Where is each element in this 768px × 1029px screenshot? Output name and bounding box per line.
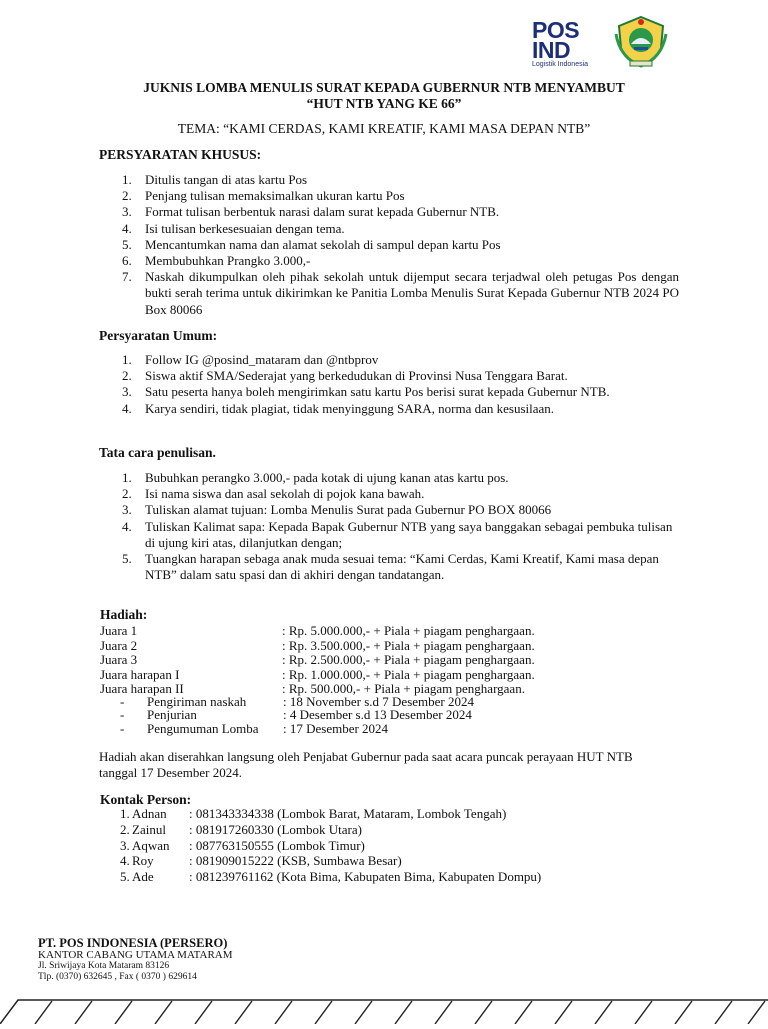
prize-row: Juara 1 : Rp. 5.000.000,- + Piala + piagam penghargaan.	[100, 623, 535, 638]
list-item: 3. Tuliskan alamat tujuan: Lomba Menulis Surat pada Gubernur PO BOX 80066	[122, 502, 552, 518]
prize-row: Juara harapan I : Rp. 1.000.000,- + Piala + piagam penghargaan.	[100, 666, 535, 682]
contact-row: 1. Adnan : 081343334338 (Lombok Barat, Mataram, Lombok Tengah)	[120, 806, 507, 821]
footer-stripe-decoration	[0, 996, 768, 1024]
footer-office: KANTOR CABANG UTAMA MATARAM	[38, 949, 233, 961]
footer-phone: Tlp. (0370) 632645 , Fax ( 0370 ) 629614	[38, 972, 197, 982]
footer-company: PT. POS INDONESIA (PERSERO)	[38, 936, 228, 950]
list-item: 3. Satu peserta hanya boleh mengirimkan satu kartu Pos berisi surat kepada Gubernur NTB.	[122, 384, 610, 400]
list-item: 6. Membubuhkan Prangko 3.000,-	[122, 253, 311, 269]
list-item: 2. Siswa aktif SMA/Sederajat yang berkedudukan di Provinsi Nusa Tenggara Barat.	[122, 368, 568, 384]
prize-note: Hadiah akan diserahkan langsung oleh Penjabat Gubernur pada saat acara puncak perayaan HUT NTB tanggal 17 Desember 2024.	[99, 749, 633, 780]
footer-street: Jl. Sriwijaya Kota Mataram 83126	[38, 961, 170, 971]
title-line-1: JUKNIS LOMBA MENULIS SURAT KEPADA GUBERNUR NTB MENYAMBUT	[143, 80, 625, 95]
list-item: 3. Format tulisan berbentuk narasi dalam surat kepada Gubernur NTB.	[122, 204, 500, 220]
list-item: 5. Tuangkan harapan sebaga anak muda sesuai tema: “Kami Cerdas, Kami Kreatif, Kami masa depan NTB” dalam satu spasi dan di akhiri dengan tandatangan.	[122, 551, 659, 583]
list-item: 1. Bubuhkan perangko 3.000,- pada kotak di ujung kanan atas kartu pos.	[122, 470, 509, 485]
logo-pos-text: POS	[532, 17, 580, 43]
list-item: 2. Isi nama siswa dan asal sekolah di pojok kana bawah.	[122, 486, 425, 502]
list-item: 4. Karya sendiri, tidak plagiat, tidak menyinggung SARA, norma dan kesusilaan.	[122, 400, 555, 416]
prize-row: Juara harapan II : Rp. 500.000,- + Piala + piagam penghargaan.	[100, 681, 525, 696]
section-heading-kontak: Kontak Person:	[100, 792, 192, 807]
contact-row: 4. Roy : 081909015222 (KSB, Sumbawa Besar)	[120, 853, 402, 868]
contact-row: 2. Zainul : 081917260330 (Lombok Utara)	[120, 822, 362, 837]
section-heading-tata-cara: Tata cara penulisan.	[99, 445, 216, 460]
section-heading-khusus: PERSYARATAN KHUSUS:	[99, 147, 262, 162]
list-item: 2. Penjang tulisan memaksimalkan ukuran kartu Pos	[122, 188, 405, 204]
logo-ind-text: IND	[532, 37, 571, 63]
list-item: 4. Isi tulisan berkesesuaian dengan tema.	[122, 220, 345, 236]
contact-row: 5. Ade : 081239761162 (Kota Bima, Kabupaten Bima, Kabupaten Dompu)	[120, 868, 542, 884]
list-item: 4. Tuliskan Kalimat sapa: Kepada Bapak Gubernur NTB yang saya banggakan sebagai pembuka tulisan di ujung kiri atas, dilanjutkan dengan;	[122, 518, 673, 550]
tema-line: TEMA: “KAMI CERDAS, KAMI KREATIF, KAMI MASA DEPAN NTB”	[177, 121, 591, 136]
prize-row: Juara 3 : Rp. 2.500.000,- + Piala + piagam penghargaan.	[100, 652, 535, 667]
prize-row: Juara 2 : Rp. 3.500.000,- + Piala + piagam penghargaan.	[100, 637, 535, 653]
posind-logo	[532, 17, 602, 68]
section-heading-umum: Persyaratan Umum:	[99, 328, 218, 343]
list-item: 5. Mencantumkan nama dan alamat sekolah di sampul depan kartu Pos	[122, 236, 501, 252]
footer-address	[38, 937, 233, 983]
list-item: 7. Naskah dikumpulkan oleh pihak sekolah untuk dijemput secara terjadwal oleh petugas Pos dengan bukti serah terima untuk dikirimkan ke Panitia Lomba Menulis Surat Kepada Gubernur NTB 2024 PO Box 80066	[122, 269, 679, 317]
list-persyaratan-khusus	[99, 172, 679, 318]
list-item: 1. Ditulis tangan di atas kartu Pos	[122, 172, 308, 187]
logo-subtitle: Logistik Indonesia	[532, 61, 589, 68]
list-item: 1. Follow IG @posind_mataram dan @ntbprov	[122, 352, 379, 367]
document-title	[40, 80, 728, 112]
list-persyaratan-umum	[99, 352, 659, 417]
contact-row: 3. Aqwan : 087763150555 (Lombok Timur)	[120, 837, 365, 853]
title-line-2: “HUT NTB YANG KE 66”	[306, 96, 462, 111]
list-tata-cara	[99, 470, 679, 583]
ntb-province-emblem-icon	[612, 14, 670, 68]
section-heading-hadiah: Hadiah:	[100, 607, 148, 622]
